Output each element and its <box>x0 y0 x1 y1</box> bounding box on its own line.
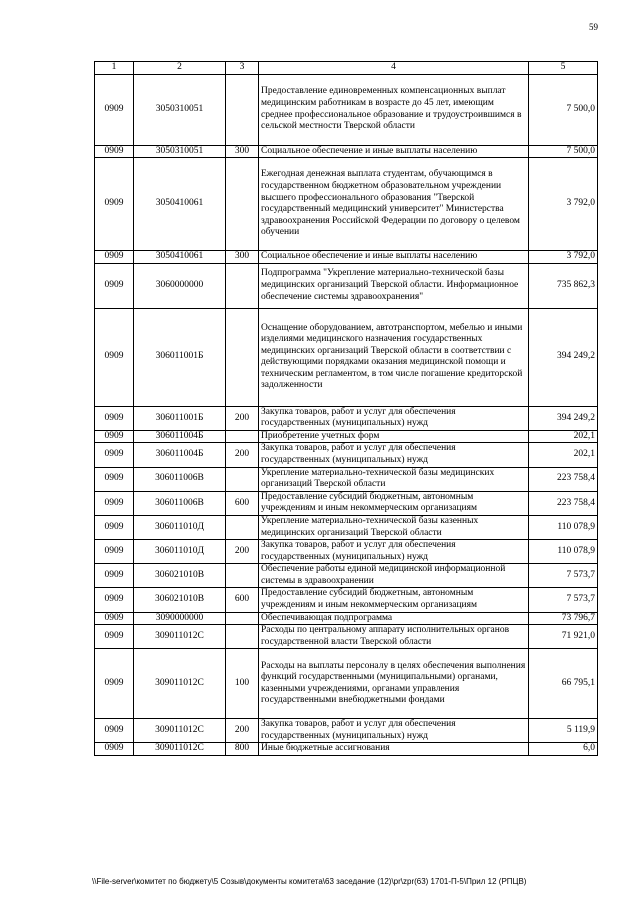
cell-c3 <box>226 263 259 308</box>
cell-c2: 309011012С <box>134 743 226 756</box>
table-row <box>95 564 598 588</box>
table-row <box>95 158 598 251</box>
cell-c1: 0909 <box>95 145 134 158</box>
table-row <box>95 443 598 467</box>
cell-c2: 306011004Б <box>134 430 226 443</box>
cell-c4: Подпрограмма "Укрепление материально-технической базы медицинских организаций Тверской области. Информационное обеспечение системы здравоохранения" <box>259 263 529 308</box>
cell-c2: 306011004Б <box>134 443 226 467</box>
cell-c4: Закупка товаров, работ и услуг для обеспечения государственных (муниципальных) нужд <box>259 406 529 430</box>
cell-c3: 600 <box>226 588 259 612</box>
table-row <box>95 612 598 625</box>
header-col-4: 4 <box>259 62 529 75</box>
cell-c2: 3060000000 <box>134 263 226 308</box>
cell-c4: Социальное обеспечение и иные выплаты населению <box>259 251 529 264</box>
cell-c5: 7 573,7 <box>529 564 598 588</box>
header-col-2: 2 <box>134 62 226 75</box>
cell-c1: 0909 <box>95 625 134 649</box>
cell-c4: Закупка товаров, работ и услуг для обеспечения государственных (муниципальных) нужд <box>259 443 529 467</box>
page-number: 59 <box>589 22 598 32</box>
cell-c2: 306011001Б <box>134 406 226 430</box>
budget-table <box>94 61 598 756</box>
cell-c1: 0909 <box>95 74 134 145</box>
cell-c5: 71 921,0 <box>529 625 598 649</box>
table-header-row <box>95 62 598 75</box>
cell-c2: 3050310051 <box>134 74 226 145</box>
cell-c2: 306011010Д <box>134 540 226 564</box>
cell-c3: 300 <box>226 251 259 264</box>
cell-c2: 3090000000 <box>134 612 226 625</box>
table-row <box>95 540 598 564</box>
table-row <box>95 491 598 515</box>
cell-c1: 0909 <box>95 251 134 264</box>
cell-c2: 306011010Д <box>134 515 226 539</box>
table-row <box>95 467 598 491</box>
cell-c1: 0909 <box>95 743 134 756</box>
cell-c3 <box>226 430 259 443</box>
cell-c1: 0909 <box>95 649 134 719</box>
table-row <box>95 308 598 406</box>
cell-c3: 100 <box>226 649 259 719</box>
table-row <box>95 743 598 756</box>
cell-c2: 3050310051 <box>134 145 226 158</box>
cell-c4: Предоставление субсидий бюджетным, автономным учреждениям и иным некоммерческим организациям <box>259 491 529 515</box>
cell-c3 <box>226 158 259 251</box>
cell-c1: 0909 <box>95 564 134 588</box>
header-col-3: 3 <box>226 62 259 75</box>
cell-c1: 0909 <box>95 515 134 539</box>
cell-c4: Обеспечение работы единой медицинской информационной системы в здравоохранении <box>259 564 529 588</box>
cell-c4: Укрепление материально-технической базы медицинских организаций Тверской области <box>259 467 529 491</box>
cell-c5: 735 862,3 <box>529 263 598 308</box>
cell-c1: 0909 <box>95 491 134 515</box>
cell-c1: 0909 <box>95 467 134 491</box>
cell-c2: 3050410061 <box>134 251 226 264</box>
cell-c5: 5 119,9 <box>529 719 598 743</box>
cell-c4: Укрепление материально-технической базы казенных медицинских организаций Тверской области <box>259 515 529 539</box>
table-row <box>95 251 598 264</box>
cell-c1: 0909 <box>95 443 134 467</box>
cell-c2: 306011001Б <box>134 308 226 406</box>
cell-c1: 0909 <box>95 430 134 443</box>
cell-c5: 73 796,7 <box>529 612 598 625</box>
cell-c5: 110 078,9 <box>529 540 598 564</box>
cell-c3 <box>226 612 259 625</box>
cell-c4: Иные бюджетные ассигнования <box>259 743 529 756</box>
cell-c1: 0909 <box>95 158 134 251</box>
cell-c4: Обеспечивающая подпрограмма <box>259 612 529 625</box>
cell-c3 <box>226 515 259 539</box>
cell-c4: Расходы по центральному аппарату исполнительных органов государственной власти Тверской области <box>259 625 529 649</box>
table-row <box>95 74 598 145</box>
cell-c4: Приобретение учетных форм <box>259 430 529 443</box>
table-row <box>95 406 598 430</box>
cell-c3: 200 <box>226 719 259 743</box>
cell-c2: 309011012С <box>134 625 226 649</box>
cell-c2: 3050410061 <box>134 158 226 251</box>
table-row <box>95 430 598 443</box>
cell-c3 <box>226 467 259 491</box>
cell-c1: 0909 <box>95 719 134 743</box>
cell-c3 <box>226 74 259 145</box>
cell-c5: 394 249,2 <box>529 406 598 430</box>
table-row <box>95 649 598 719</box>
cell-c3 <box>226 308 259 406</box>
cell-c2: 306021010В <box>134 588 226 612</box>
header-col-5: 5 <box>529 62 598 75</box>
cell-c2: 306011006В <box>134 467 226 491</box>
cell-c4: Закупка товаров, работ и услуг для обеспечения государственных (муниципальных) нужд <box>259 719 529 743</box>
cell-c3: 200 <box>226 540 259 564</box>
table-row <box>95 719 598 743</box>
cell-c3: 300 <box>226 145 259 158</box>
cell-c5: 223 758,4 <box>529 467 598 491</box>
cell-c1: 0909 <box>95 263 134 308</box>
table-row <box>95 263 598 308</box>
cell-c5: 223 758,4 <box>529 491 598 515</box>
cell-c3: 200 <box>226 443 259 467</box>
cell-c5: 202,1 <box>529 443 598 467</box>
footer-file-path: \\File-server\комитет по бюджету\5 Созыв\документы комитета\63 заседание (12)\pr\zpr(63) 1701-П-5\Прил 12 (РПЦВ) <box>92 877 527 886</box>
cell-c3: 200 <box>226 406 259 430</box>
cell-c3: 800 <box>226 743 259 756</box>
cell-c5: 66 795,1 <box>529 649 598 719</box>
cell-c5: 394 249,2 <box>529 308 598 406</box>
cell-c4: Ежегодная денежная выплата студентам, обучающимся в государственном бюджетном образовательном учреждении высшего профессионального образования "Тверской государственный медицинский университет" Министерства здравоохранения Российской Федерации по договору о целевом обучении <box>259 158 529 251</box>
header-col-1: 1 <box>95 62 134 75</box>
cell-c5: 3 792,0 <box>529 251 598 264</box>
cell-c5: 3 792,0 <box>529 158 598 251</box>
cell-c5: 7 500,0 <box>529 145 598 158</box>
table-row <box>95 588 598 612</box>
cell-c3 <box>226 625 259 649</box>
cell-c4: Социальное обеспечение и иные выплаты населению <box>259 145 529 158</box>
cell-c1: 0909 <box>95 308 134 406</box>
cell-c2: 306021010В <box>134 564 226 588</box>
cell-c2: 309011012С <box>134 719 226 743</box>
cell-c5: 6,0 <box>529 743 598 756</box>
cell-c3 <box>226 564 259 588</box>
cell-c4: Оснащение оборудованием, автотранспортом, мебелью и иными изделиями медицинского назначения государственных медицинских организаций Тверской области в соответствии с действующими порядками оказания медицинской помощи и техническим регламентом, в том числе погашение кредиторской задолженности <box>259 308 529 406</box>
cell-c1: 0909 <box>95 406 134 430</box>
cell-c1: 0909 <box>95 612 134 625</box>
cell-c5: 202,1 <box>529 430 598 443</box>
cell-c5: 7 573,7 <box>529 588 598 612</box>
cell-c2: 306011006В <box>134 491 226 515</box>
table-row <box>95 145 598 158</box>
table-row <box>95 625 598 649</box>
cell-c3: 600 <box>226 491 259 515</box>
cell-c5: 110 078,9 <box>529 515 598 539</box>
cell-c1: 0909 <box>95 540 134 564</box>
cell-c4: Расходы на выплаты персоналу в целях обеспечения выполнения функций государственными (муниципальными) органами, казенными учреждениями, органами управления государственными внебюджетными фондами <box>259 649 529 719</box>
cell-c5: 7 500,0 <box>529 74 598 145</box>
table-row <box>95 515 598 539</box>
cell-c4: Предоставление единовременных компенсационных выплат медицинским работникам в возрасте до 45 лет, имеющим среднее профессиональное образование и трудоустроившимся в сельской местности Тверской области <box>259 74 529 145</box>
table-body <box>95 74 598 755</box>
cell-c4: Закупка товаров, работ и услуг для обеспечения государственных (муниципальных) нужд <box>259 540 529 564</box>
cell-c4: Предоставление субсидий бюджетным, автономным учреждениям и иным некоммерческим организациям <box>259 588 529 612</box>
cell-c2: 309011012С <box>134 649 226 719</box>
cell-c1: 0909 <box>95 588 134 612</box>
